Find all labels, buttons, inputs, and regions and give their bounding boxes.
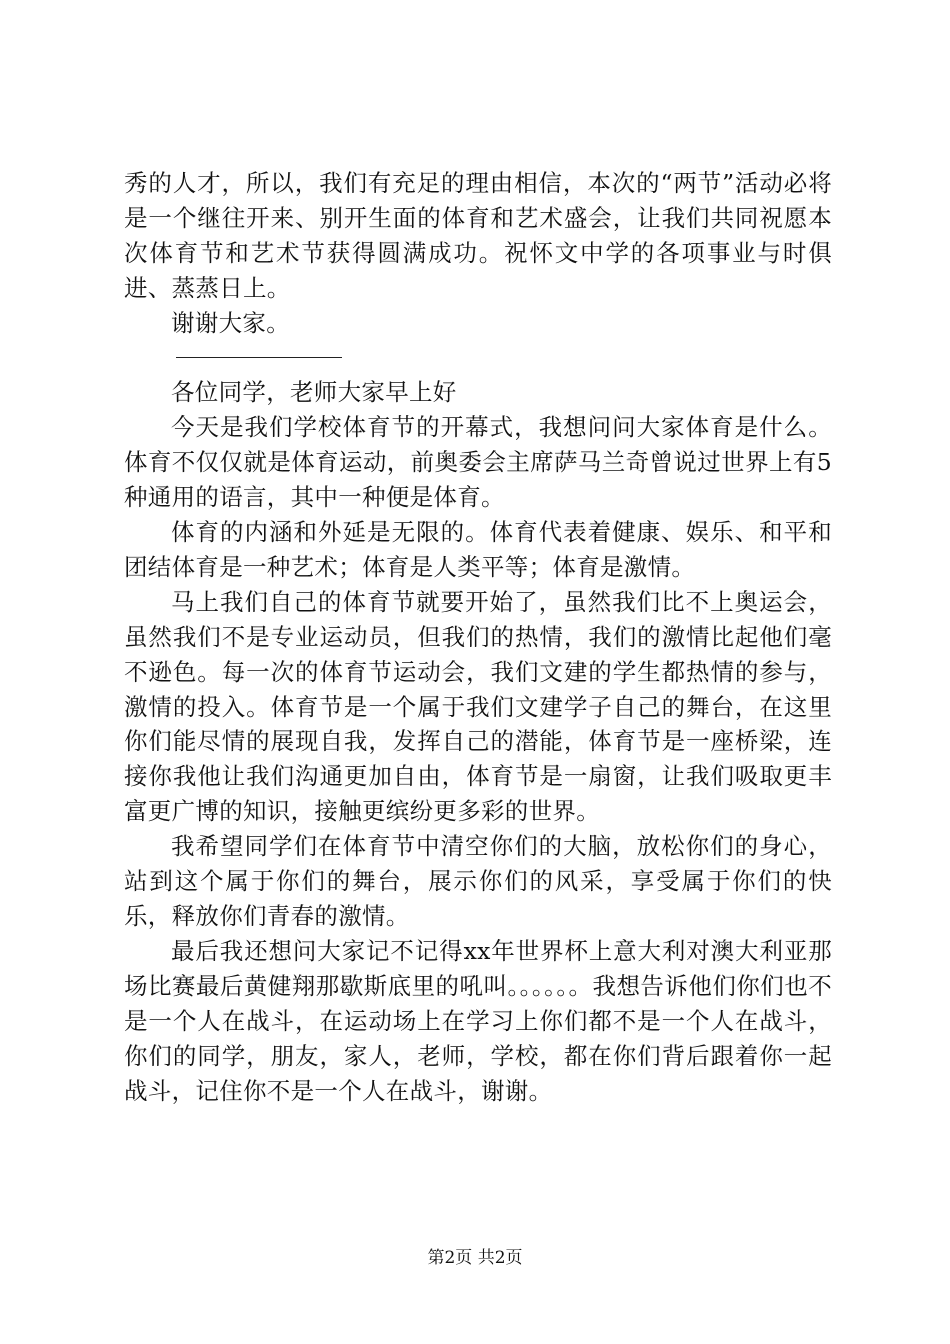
page-number-footer: 第2页 共2页 [427,1248,523,1268]
paragraph-final: 最后我还想问大家记不记得xx年世界杯上意大利对澳大利亚那场比赛最后黄健翔那歇斯底里的吼叫。。。。。。我想告诉他们你们也不是一个人在战斗，在运动场上在学习上你们都不是一个人在战斗，你们的同学，朋友，家人，老师，学校，都在你们背后跟着你一起战斗，记住你不是一个人在战斗，谢谢。 [124,936,832,1105]
paragraph-hope: 我希望同学们在体育节中清空你们的大脑，放松你们的身心，站到这个属于你们的舞台，展示你们的风采，享受属于你们的快乐，释放你们青春的激情。 [124,832,832,931]
paragraph-meaning: 体育的内涵和外延是无限的。体育代表着健康、娱乐、和平和团结体育是一种艺术；体育是人类平等；体育是激情。 [124,518,832,581]
paragraph-greeting: 各位同学，老师大家早上好 [171,378,457,407]
document-body [124,166,832,1108]
paragraph-closing-remarks: 秀的人才，所以，我们有充足的理由相信，本次的“两节”活动必将是一个继往开来、别开生面的体育和艺术盛会，让我们共同祝愿本次体育节和艺术节获得圆满成功。祝怀文中学的各项事业与时俱进、蒸蒸日上。 [124,169,832,302]
paragraph-sports-festival: 马上我们自己的体育节就要开始了，虽然我们比不上奥运会，虽然我们不是专业运动员，但我们的热情，我们的激情比起他们毫不逊色。每一次的体育节运动会，我们文建的学生都热情的参与，激情的投入。体育节是一个属于我们文建学子自己的舞台，在这里你们能尽情的展现自我，发挥自己的潜能，体育节是一座桥梁，连接你我他让我们沟通更加自由，体育节是一扇窗，让我们吸取更丰富更广博的知识，接触更缤纷更多彩的世界。 [124,587,832,826]
paragraph-thanks: 谢谢大家。 [171,308,290,337]
paragraph-opening: 今天是我们学校体育节的开幕式，我想问问大家体育是什么。体育不仅仅就是体育运动，前奥委会主席萨马兰奇曾说过世界上有5种通用的语言，其中一种便是体育。 [124,413,832,512]
section-separator [124,341,832,376]
